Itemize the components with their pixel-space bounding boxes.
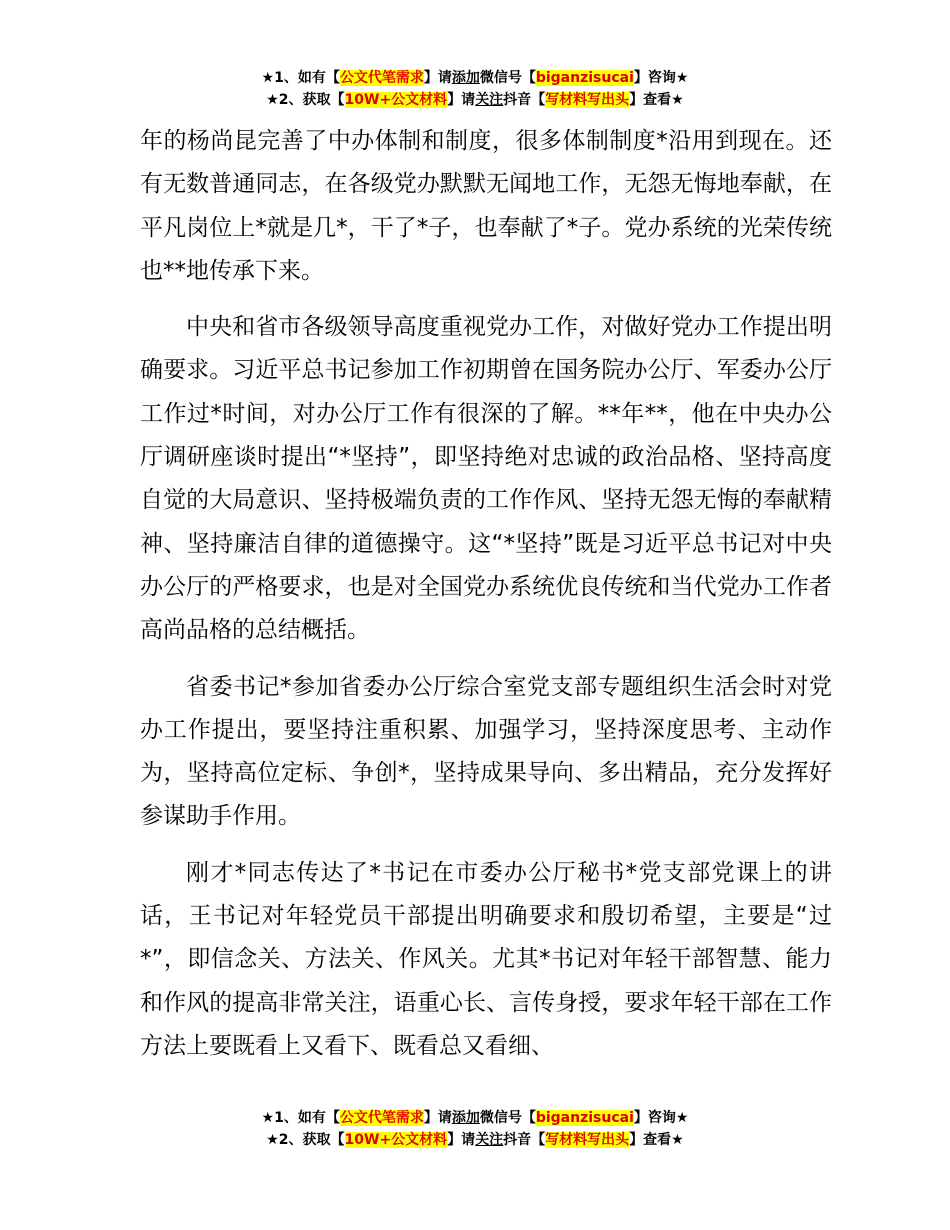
paragraph-4: 刚才*同志传达了*书记在市委办公厅秘书*党支部党课上的讲话，王书记对年轻党员干部提出明确要求和殷切希望，主要是“过*”，即信念关、方法关、作风关。尤其*书记对年轻干部智慧、能力和作风的提高非常关注，语重心长、言传身授，要求年轻干部在工作方法上要既看上又看下、既看总又看细、 <box>140 859 832 1059</box>
promo-line-1: ★1、如有【公文代笔需求】请添加微信号【biganzisucai】咨询★ <box>261 70 689 86</box>
promo-highlight-douyin: 写材料写出头 <box>545 1132 630 1148</box>
footer-promo <box>0 1107 950 1151</box>
promo-highlight-service: 公文代笔需求 <box>339 70 424 86</box>
promo-highlight-wechat: biganzisucai <box>535 70 634 86</box>
paragraph-3: 省委书记*参加省委办公厅综合室党支部专题组织生活会时对党办工作提出，要坚持注重积累、加强学习，坚持深度思考、主动作为，坚持高位定标、争创*，坚持成果导向、多出精品，充分发挥好参谋助手作用。 <box>140 673 832 830</box>
promo-highlight-materials: 10W+公文材料 <box>344 1132 448 1148</box>
header-promo <box>0 67 950 111</box>
paragraph-2: 中央和省市各级领导高度重视党办工作，对做好党办工作提出明确要求。习近平总书记参加工作初期曾在国务院办公厅、军委办公厅工作过*时间，对办公厅工作有很深的了解。**年**，他在中央办公厅调研座谈时提出“*坚持”，即坚持绝对忠诚的政治品格、坚持高度自觉的大局意识、坚持极端负责的工作作风、坚持无怨无悔的奉献精神、坚持廉洁自律的道德操守。这“*坚持”既是习近平总书记对中央办公厅的严格要求，也是对全国党办系统优良传统和当代党办工作者高尚品格的总结概括。 <box>140 314 832 644</box>
document-body <box>140 120 832 1081</box>
promo-highlight-materials: 10W+公文材料 <box>344 92 448 108</box>
promo-line-2: ★2、获取【10W+公文材料】请关注抖音【写材料写出头】查看★ <box>266 92 684 108</box>
paragraph-1: 年的杨尚昆完善了中办体制和制度，很多体制制度*沿用到现在。还有无数普通同志，在各级党办默默无闻地工作，无怨无悔地奉献，在平凡岗位上*就是几*，干了*子，也奉献了*子。党办系统的光荣传统也**地传承下来。 <box>140 128 832 284</box>
promo-highlight-service: 公文代笔需求 <box>339 1110 424 1126</box>
promo-highlight-douyin: 写材料写出头 <box>545 92 630 108</box>
promo-line-2: ★2、获取【10W+公文材料】请关注抖音【写材料写出头】查看★ <box>266 1132 684 1148</box>
promo-line-1: ★1、如有【公文代笔需求】请添加微信号【biganzisucai】咨询★ <box>261 1110 689 1126</box>
promo-highlight-wechat: biganzisucai <box>535 1110 634 1126</box>
